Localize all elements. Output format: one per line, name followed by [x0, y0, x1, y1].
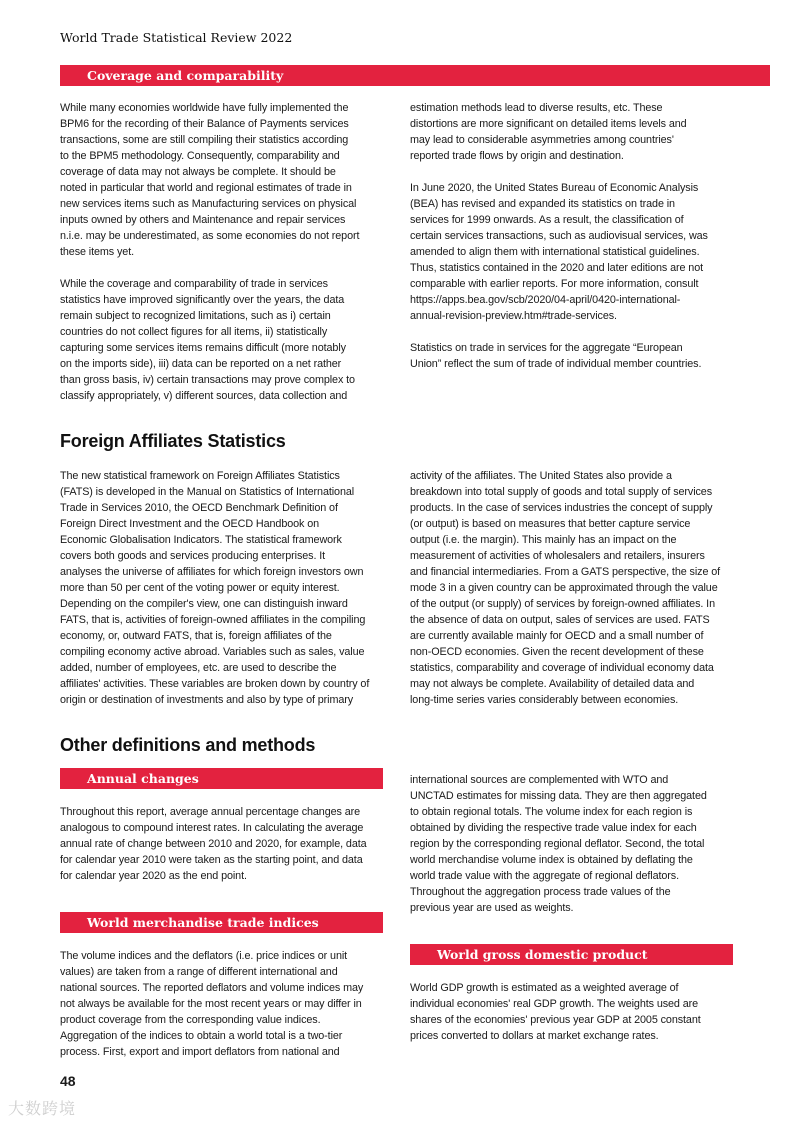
- text-line: obtained by dividing the respective trade value index for each: [410, 822, 697, 834]
- text-line: world trade value with the aggregate of regional deflators.: [410, 870, 679, 882]
- text-line: distortions are more significant on detailed items levels and: [410, 118, 687, 130]
- world-gdp-text: [410, 980, 740, 1044]
- text-line: process. First, export and import deflators from national and: [60, 1046, 340, 1058]
- text-line: reported trade flows by origin and destination.: [410, 150, 624, 162]
- text-line: analyses the universe of affiliates for which foreign investors own: [60, 566, 364, 578]
- text-line: statistics have improved significantly over the years, the data: [60, 294, 345, 306]
- text-line: estimation methods lead to diverse results, etc. These: [410, 102, 663, 114]
- text-line: The new statistical framework on Foreign Affiliates Statistics: [60, 470, 340, 482]
- text-line: remain subject to recognized limitations, such as i) certain: [60, 310, 331, 322]
- section-bar-world-gdp: World gross domestic product: [410, 944, 733, 965]
- paragraph: [410, 340, 740, 372]
- text-line: World GDP growth is estimated as a weighted average of: [410, 982, 679, 994]
- text-line: Foreign Direct Investment and the OECD Handbook on: [60, 518, 320, 530]
- paragraph: [410, 100, 740, 164]
- text-line: affiliates' activities. These variables are broken down by country of: [60, 678, 370, 690]
- text-line: capturing some services items remains difficult (more notably: [60, 342, 346, 354]
- text-line: The volume indices and the deflators (i.e. price indices or unit: [60, 950, 348, 962]
- text-line: mode 3 in a given country can be approximated through the value: [410, 582, 718, 594]
- text-line: amended to align them with international statistical guidelines.: [410, 246, 700, 258]
- text-line: transactions, some are still compiling their statistics according: [60, 134, 349, 146]
- text-line: statistics, comparability and coverage of individual economy data: [410, 662, 714, 674]
- text-line: added, number of employees, etc. are used to describe the: [60, 662, 337, 674]
- text-line: annual-revision-preview.htm#trade-services.: [410, 310, 617, 322]
- text-line: Depending on the compiler's view, one can distinguish inward: [60, 598, 348, 610]
- text-line: FATS, that is, activities of foreign-owned affiliates in the compiling: [60, 614, 366, 626]
- text-line: values) are taken from a range of different international and: [60, 966, 338, 978]
- text-line: coverage of data may not always be complete. It should be: [60, 166, 336, 178]
- coverage-left-column: [60, 100, 390, 404]
- text-line: region by the corresponding regional deflator. Second, the total: [410, 838, 705, 850]
- text-line: comparable with earlier reports. For more information, consult: [410, 278, 699, 290]
- text-line: output (i.e. the margin). This mainly has an impact on the: [410, 534, 677, 546]
- text-line: (FATS) is developed in the Manual on Statistics of International: [60, 486, 355, 498]
- other-right-column: [410, 772, 740, 916]
- text-line: n.i.e. may be underestimated, as some economies do not report: [60, 230, 360, 242]
- text-line: to obtain regional totals. The volume index for each region is: [410, 806, 693, 818]
- text-line: Union” reflect the sum of trade of individual member countries.: [410, 358, 702, 370]
- trade-indices-text: [60, 948, 390, 1060]
- text-line: new services items such as Manufacturing services on physical: [60, 198, 357, 210]
- text-line: for calendar year 2010 were taken as the starting point, and data: [60, 854, 363, 866]
- text-line: non-OECD economies. Given the recent development of these: [410, 646, 704, 658]
- text-line: than gross basis, iv) certain transactions may prove complex to: [60, 374, 355, 386]
- text-line: covers both goods and services producing enterprises. It: [60, 550, 326, 562]
- text-line: In June 2020, the United States Bureau of Economic Analysis: [410, 182, 699, 194]
- text-line: Economic Globalisation Indicators. The statistical framework: [60, 534, 342, 546]
- text-line: While many economies worldwide have fully implemented the: [60, 102, 349, 114]
- text-line: may lead to considerable asymmetries among countries': [410, 134, 674, 146]
- text-line: While the coverage and comparability of trade in services: [60, 278, 328, 290]
- text-line: measurement of activities of wholesalers and retailers, insurers: [410, 550, 705, 562]
- text-line: economy, or, outward FATS, that is, foreign affiliates of the: [60, 630, 332, 642]
- text-line: the absence of data on output, sales of services are used. FATS: [410, 614, 710, 626]
- text-line: noted in particular that world and regional estimates of trade in: [60, 182, 352, 194]
- text-line: activity of the affiliates. The United States also provide a: [410, 470, 672, 482]
- paragraph: [60, 804, 390, 884]
- text-line: individual economies' real GDP growth. The weights used are: [410, 998, 699, 1010]
- text-line: Throughout this report, average annual percentage changes are: [60, 806, 361, 818]
- text-line: product coverage from the corresponding value indices.: [60, 1014, 321, 1026]
- text-line: are currently available mainly for OECD and a small number of: [410, 630, 704, 642]
- coverage-right-column: [410, 100, 740, 372]
- text-line: compiling economy active abroad. Variables such as sales, value: [60, 646, 365, 658]
- text-line: Thus, statistics contained in the 2020 and later editions are not: [410, 262, 703, 274]
- text-line: (BEA) has revised and expanded its statistics on trade in: [410, 198, 675, 210]
- text-line: Aggregation of the indices to obtain a world total is a two-tier: [60, 1030, 343, 1042]
- text-line: long-time series varies considerably between economies.: [410, 694, 679, 706]
- text-line: Statistics on trade in services for the aggregate “European: [410, 342, 683, 354]
- fats-left-column: [60, 468, 390, 708]
- text-line: inputs owned by others and Maintenance and repair services: [60, 214, 346, 226]
- section-bar-coverage: Coverage and comparability: [60, 65, 770, 86]
- page-number: 48: [60, 1073, 76, 1089]
- text-line: UNCTAD estimates for missing data. They are then aggregated: [410, 790, 707, 802]
- watermark: 大数跨境: [8, 1101, 77, 1118]
- text-line: (or output) is based on measures that better capture service: [410, 518, 691, 530]
- paragraph: [60, 948, 390, 1060]
- text-line: of the output (or supply) of services by foreign-owned affiliates. In: [410, 598, 715, 610]
- text-line: origin or destination of investments and also by type of primary: [60, 694, 354, 706]
- text-line: on the imports side), iii) data can be reported on a net rather: [60, 358, 342, 370]
- text-line: annual rate of change between 2010 and 2020, for example, data: [60, 838, 367, 850]
- running-title: World Trade Statistical Review 2022: [60, 30, 293, 45]
- text-line: https://apps.bea.gov/scb/2020/04-april/0420-international-: [410, 294, 681, 306]
- section-bar-trade-indices: World merchandise trade indices: [60, 912, 383, 933]
- text-line: Trade in Services 2010, the OECD Benchmark Definition of: [60, 502, 338, 514]
- text-line: world merchandise volume index is obtained by deflating the: [410, 854, 693, 866]
- text-line: services for 1999 onwards. As a result, the classification of: [410, 214, 684, 226]
- text-line: analogous to compound interest rates. In calculating the average: [60, 822, 364, 834]
- text-line: shares of the economies' previous year GDP at 2005 constant: [410, 1014, 701, 1026]
- text-line: to the BPM5 methodology. Consequently, comparability and: [60, 150, 340, 162]
- annual-changes-text: [60, 804, 390, 884]
- text-line: products. In the case of services industries the concept of supply: [410, 502, 713, 514]
- text-line: breakdown into total supply of goods and total supply of services: [410, 486, 712, 498]
- text-line: countries do not collect figures for all items, ii) statistically: [60, 326, 328, 338]
- heading-other-definitions: Other definitions and methods: [60, 735, 316, 755]
- text-line: certain services transactions, such as audiovisual services, was: [410, 230, 708, 242]
- text-line: classify appropriately, v) different sources, data collection and: [60, 390, 348, 402]
- paragraph: [410, 772, 740, 916]
- paragraph: [410, 180, 740, 324]
- paragraph: [410, 468, 740, 708]
- text-line: international sources are complemented with WTO and: [410, 774, 669, 786]
- heading-fats: Foreign Affiliates Statistics: [60, 431, 286, 451]
- text-line: not always be available for the most recent years or may differ in: [60, 998, 362, 1010]
- text-line: BPM6 for the recording of their Balance of Payments services: [60, 118, 349, 130]
- text-line: previous year are used as weights.: [410, 902, 574, 914]
- text-line: for calendar year 2020 as the end point.: [60, 870, 247, 882]
- text-line: may not always be complete. Availability of detailed data and: [410, 678, 695, 690]
- fats-right-column: [410, 468, 740, 708]
- text-line: more than 50 per cent of the voting power or equity interest.: [60, 582, 340, 594]
- paragraph: [60, 276, 390, 404]
- text-line: these items yet.: [60, 246, 135, 258]
- text-line: and financial intermediaries. From a GATS perspective, the size of: [410, 566, 721, 578]
- text-line: Throughout the aggregation process trade values of the: [410, 886, 671, 898]
- text-line: national sources. The reported deflators and volume indices may: [60, 982, 364, 994]
- paragraph: [60, 468, 390, 708]
- paragraph: [60, 100, 390, 260]
- section-bar-annual-changes: Annual changes: [60, 768, 383, 789]
- text-line: prices converted to dollars at market exchange rates.: [410, 1030, 659, 1042]
- paragraph: [410, 980, 740, 1044]
